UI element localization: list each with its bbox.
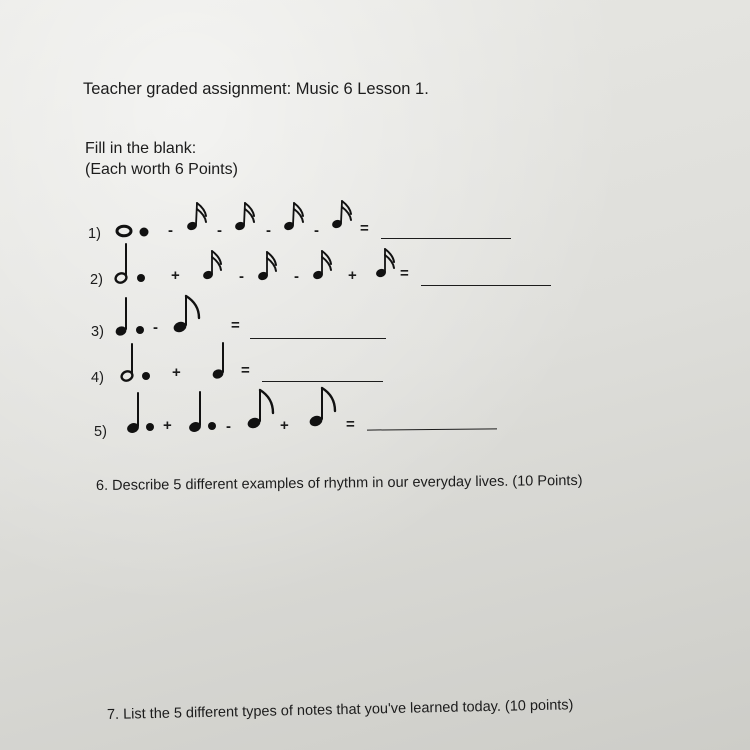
q2-answer-blank[interactable] — [421, 285, 551, 286]
eighth-note-icon — [246, 390, 273, 430]
q1-operator-1: - — [168, 222, 173, 239]
q5-operator-2: - — [226, 418, 231, 435]
augmentation-dot — [137, 274, 145, 282]
q1-operator-4: - — [314, 222, 319, 239]
q2-operator-1: + — [171, 267, 180, 284]
augmentation-dot — [140, 228, 149, 237]
assignment-title: Teacher graded assignment: Music 6 Lesson 1. — [83, 80, 429, 98]
q2-operator-5: = — [400, 265, 409, 282]
eighth-note-icon — [172, 296, 199, 334]
sixteenth-note-icon — [186, 203, 206, 231]
q4-operator-2: = — [241, 362, 250, 379]
half-note-icon — [114, 244, 127, 284]
sixteenth-note-icon — [331, 201, 351, 229]
question-3-number: 3) — [91, 324, 104, 340]
q2-operator-4: + — [348, 267, 357, 284]
augmentation-dot — [142, 372, 150, 380]
augmentation-dot — [146, 423, 154, 431]
sixteenth-note-icon — [257, 252, 276, 281]
q5-operator-1: + — [163, 417, 172, 434]
eighth-note-icon — [308, 388, 335, 428]
q4-operator-1: + — [172, 364, 181, 381]
quarter-note-icon — [114, 298, 127, 337]
q1-operator-5: = — [360, 220, 369, 237]
sixteenth-note-icon — [202, 251, 221, 280]
instructions-line-1: Fill in the blank: — [85, 140, 197, 157]
q1-answer-blank[interactable] — [381, 238, 511, 239]
quarter-note-icon — [126, 393, 141, 435]
question-7-text: 7. List the 5 different types of notes that you've learned today. (10 points) — [106, 697, 574, 723]
question-1-number: 1) — [88, 226, 101, 242]
half-note-icon — [120, 344, 133, 382]
q5-operator-3: + — [280, 417, 289, 434]
augmentation-dot — [136, 326, 144, 334]
q3-answer-blank[interactable] — [250, 338, 386, 339]
q1-operator-3: - — [266, 222, 271, 239]
quarter-note-icon — [188, 392, 203, 434]
q3-operator-1: - — [153, 319, 158, 336]
q2-operator-2: - — [239, 268, 244, 285]
q4-answer-blank[interactable] — [262, 381, 383, 382]
question-6-text: 6. Describe 5 different examples of rhythm in our everyday lives. (10 Points) — [95, 472, 583, 494]
q5-operator-4: = — [346, 416, 355, 433]
q5-answer-blank[interactable] — [367, 428, 497, 430]
question-5-number: 5) — [94, 424, 107, 440]
augmentation-dot — [208, 422, 216, 430]
quarter-note-icon — [211, 343, 224, 380]
sixteenth-note-icon — [234, 203, 254, 231]
sixteenth-note-icon — [375, 249, 394, 278]
question-4-number: 4) — [91, 370, 104, 386]
q1-operator-2: - — [217, 222, 222, 239]
sixteenth-note-icon — [283, 203, 303, 231]
q3-operator-2: = — [231, 317, 240, 334]
sixteenth-note-icon — [312, 251, 331, 280]
question-2-number: 2) — [90, 272, 103, 288]
q2-operator-3: - — [294, 268, 299, 285]
instructions-line-2: (Each worth 6 Points) — [85, 161, 238, 178]
whole-note-icon — [117, 226, 131, 236]
